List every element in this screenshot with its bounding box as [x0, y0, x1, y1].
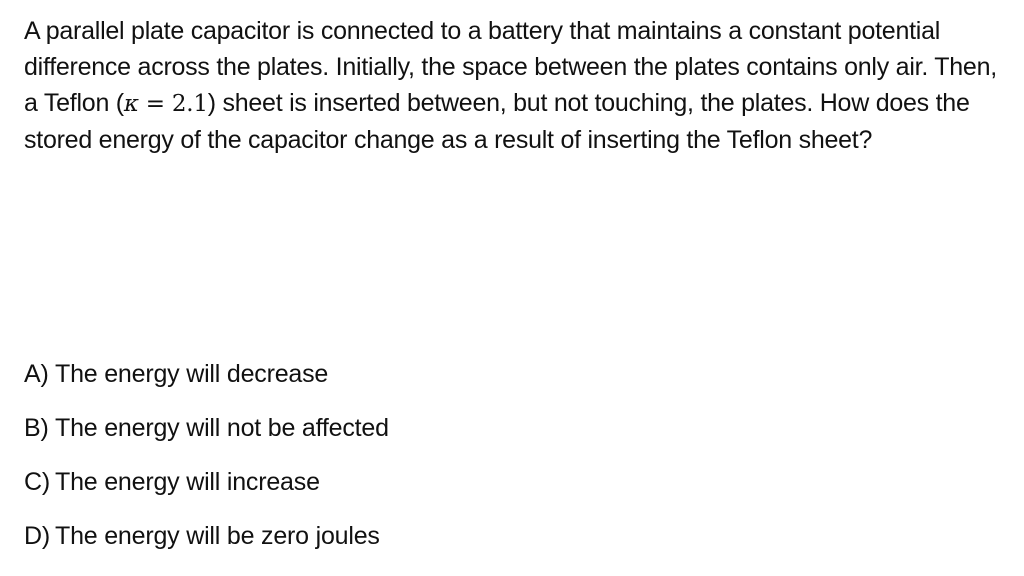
- answer-choices: [24, 356, 389, 572]
- choice-b-letter: B): [24, 414, 49, 442]
- equals-sign: =: [138, 91, 172, 117]
- choice-b-text: The energy will not be affected: [55, 414, 389, 442]
- question-text-part-2: ) sheet is inserted between, but not touching, the plates. How does the stored energy of the capacitor change as a result of inserting the Teflon sheet?: [24, 89, 970, 154]
- choice-a-text: The energy will decrease: [55, 360, 329, 388]
- dielectric-constant-expression: [124, 91, 208, 117]
- kappa-symbol: κ: [123, 91, 139, 117]
- choice-a-letter: A): [24, 360, 49, 388]
- choice-d-letter: D): [24, 522, 50, 550]
- question-text: [24, 13, 1009, 158]
- choice-c-text: The energy will increase: [55, 468, 320, 496]
- choice-d-text: The energy will be zero joules: [55, 522, 380, 550]
- choice-b: [24, 410, 389, 464]
- dielectric-constant-value: 2.1: [171, 91, 208, 117]
- question-text-part-1: A parallel plate capacitor is connected to a battery that maintains a constant potential difference across the plates. Initially, the space between the plates contains only air. Then, a Teflon (: [24, 17, 997, 117]
- choice-c-letter: C): [24, 468, 50, 496]
- choice-a: [24, 356, 389, 410]
- choice-d: [24, 518, 389, 572]
- choice-c: [24, 464, 389, 518]
